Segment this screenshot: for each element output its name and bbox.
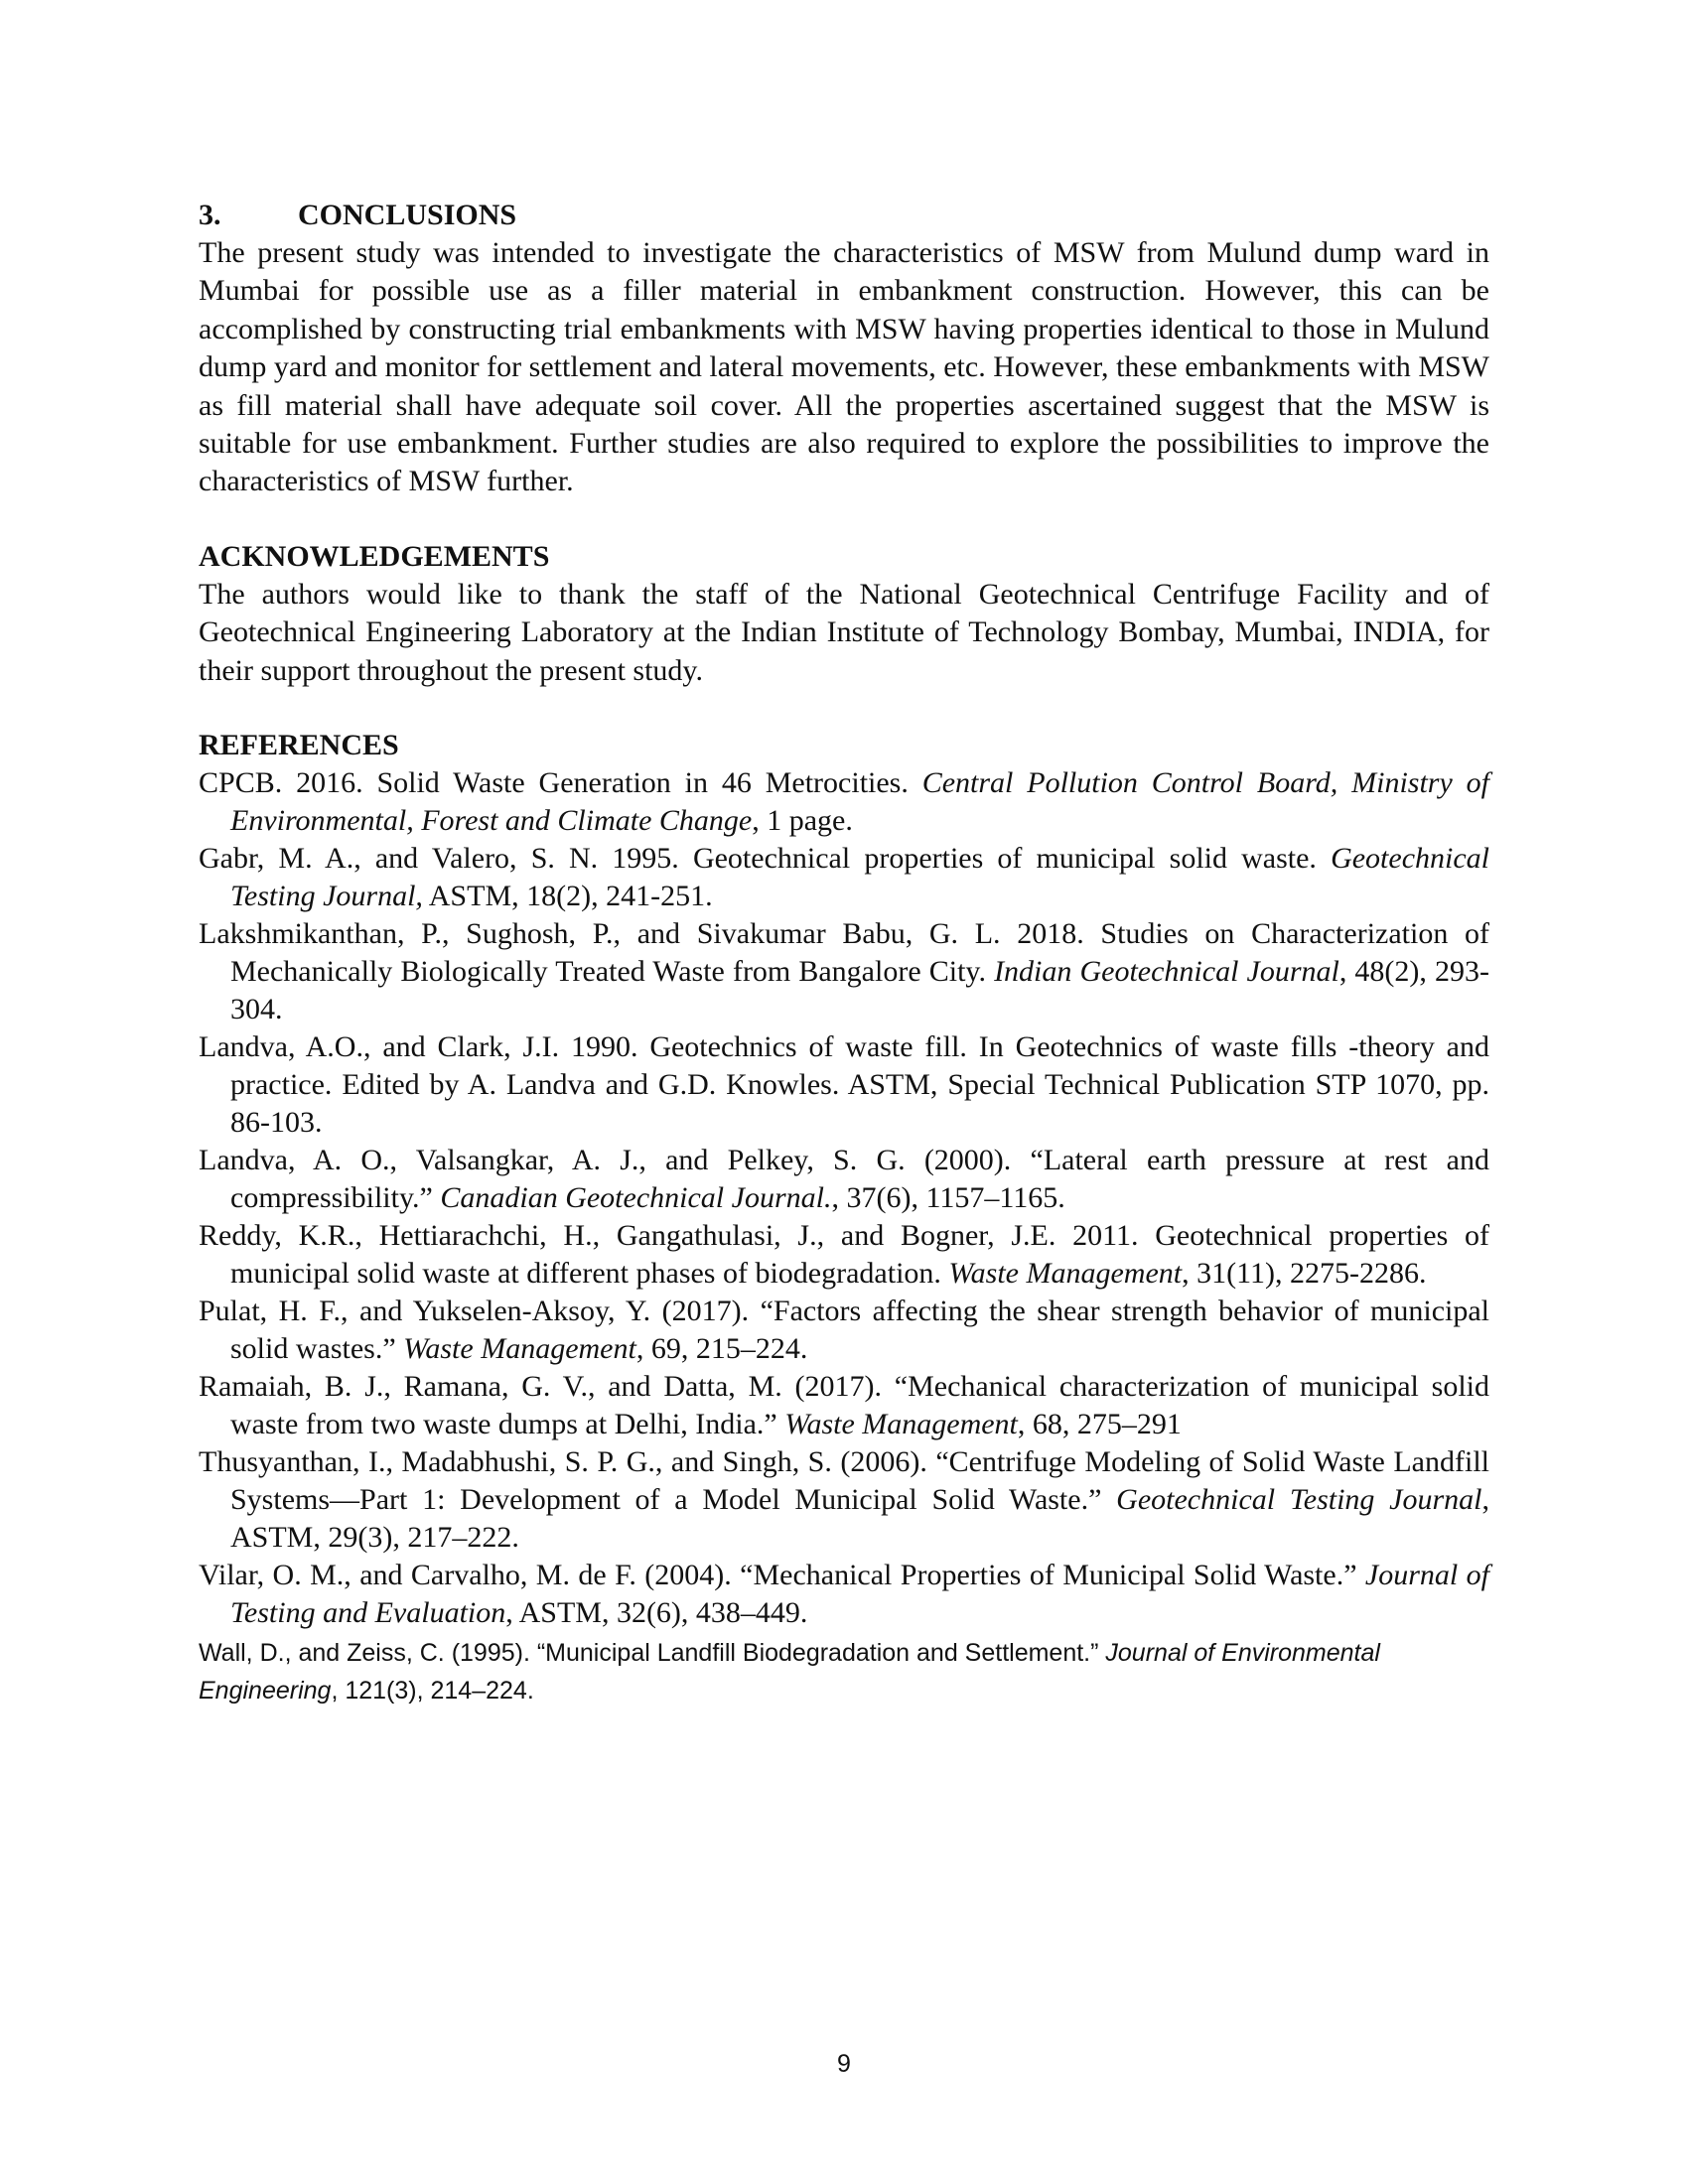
- conclusions-paragraph: The present study was intended to investigate the characteristics of MSW from Mulund dump ward in Mumbai for possible use as a filler material in embankment construction. However, this can be accomplished by constructing trial embankments with MSW having properties identical to those in Mulund dump yard and monitor for settlement and lateral movements, etc. However, these embankments with MSW as fill material shall have adequate soil cover. All the properties ascertained suggest that the MSW is suitable for use embankment. Further studies are also required to explore the possibilities to improve the characteristics of MSW further.: [199, 236, 1489, 498]
- reference-details: , ASTM, 32(6), 438–449.: [505, 1596, 808, 1630]
- page-number: 9: [837, 2050, 851, 2078]
- reference-text: Wall, D., and Zeiss, C. (1995). “Municipal Landfill Biodegradation and Settlement.”: [199, 1639, 1106, 1668]
- reference-text: Landva, A.O., and Clark, J.I. 1990. Geotechnics of waste fill. In Geotechnics of waste fills -theory and practice. Edited by A. Landva and G.D. Knowles. ASTM, Special Technical Publication STP 1070, pp. 86-103.: [199, 1030, 1489, 1140]
- reference-details: , 69, 215–224.: [635, 1332, 808, 1366]
- reference-details: , ASTM, 29(3), 217–222.: [230, 1483, 1489, 1555]
- reference-item: [199, 1028, 1489, 1142]
- reference-text: Ramaiah, B. J., Ramana, G. V., and Datta, M. (2017). “Mechanical characterization of municipal solid waste from two waste dumps at Delhi, India.”: [199, 1370, 1489, 1441]
- reference-text: Pulat, H. F., and Yukselen-Aksoy, Y. (2017). “Factors affecting the shear strength behavior of municipal solid wastes.”: [199, 1295, 1489, 1366]
- reference-item: [199, 764, 1489, 840]
- reference-item: [199, 1634, 1489, 1709]
- reference-source: Central Pollution Control Board, Ministry of Environmental, Forest and Climate Change: [230, 766, 1489, 838]
- reference-text: Gabr, M. A., and Valero, S. N. 1995. Geotechnical properties of municipal solid waste.: [199, 842, 1332, 876]
- reference-text: Reddy, K.R., Hettiarachchi, H., Gangathulasi, J., and Bogner, J.E. 2011. Geotechnical properties of municipal solid waste at different phases of biodegradation.: [199, 1219, 1489, 1291]
- conclusions-heading: [199, 197, 1489, 234]
- reference-text: Landva, A. O., Valsangkar, A. J., and Pelkey, S. G. (2000). “Lateral earth pressure at rest and compressibility.”: [199, 1144, 1489, 1215]
- reference-source: Journal of Environmental Engineering: [199, 1639, 1380, 1706]
- section-number: 3.: [199, 199, 221, 231]
- reference-item: [199, 1293, 1489, 1368]
- reference-item: [199, 1142, 1489, 1217]
- reference-text: Vilar, O. M., and Carvalho, M. de F. (2004). “Mechanical Properties of Municipal Solid Waste.”: [199, 1559, 1365, 1592]
- reference-details: , 68, 275–291: [1017, 1408, 1182, 1441]
- reference-details: , 48(2), 293-304.: [230, 955, 1489, 1026]
- reference-source: Waste Management: [948, 1257, 1183, 1291]
- reference-text: Thusyanthan, I., Madabhushi, S. P. G., and Singh, S. (2006). “Centrifuge Modeling of Solid Waste Landfill Systems—Part 1: Development of a Model Municipal Solid Waste.”: [199, 1445, 1489, 1517]
- conclusions-title: CONCLUSIONS: [298, 199, 517, 231]
- acknowledgements-heading: ACKNOWLEDGEMENTS: [199, 539, 550, 573]
- reference-source: Indian Geotechnical Journal: [994, 955, 1339, 989]
- section-spacer: [199, 690, 1489, 727]
- reference-item: [199, 1368, 1489, 1443]
- page-content: [199, 197, 1489, 1709]
- reference-details: , 1 page.: [752, 804, 853, 838]
- reference-details: , 31(11), 2275-2286.: [1182, 1257, 1427, 1291]
- reference-item: [199, 840, 1489, 915]
- reference-item: [199, 1217, 1489, 1293]
- reference-source: Geotechnical Testing Journal,: [230, 842, 1489, 913]
- section-spacer: [199, 501, 1489, 538]
- reference-text: Lakshmikanthan, P., Sughosh, P., and Sivakumar Babu, G. L. 2018. Studies on Characterization of Mechanically Biologically Treated Waste from Bangalore City.: [199, 917, 1489, 989]
- reference-source: Canadian Geotechnical Journal.: [440, 1181, 832, 1215]
- reference-details: ASTM, 18(2), 241-251.: [422, 880, 713, 913]
- reference-source: Waste Management: [403, 1332, 636, 1366]
- reference-details: , 121(3), 214–224.: [331, 1677, 534, 1706]
- reference-source: Journal of Testing and Evaluation: [230, 1559, 1489, 1630]
- reference-list: [199, 764, 1489, 1709]
- reference-source: Geotechnical Testing Journal: [1116, 1483, 1482, 1517]
- reference-text: CPCB. 2016. Solid Waste Generation in 46 Metrocities.: [199, 766, 922, 800]
- reference-item: [199, 1443, 1489, 1557]
- reference-item: [199, 1557, 1489, 1632]
- references-heading: REFERENCES: [199, 729, 399, 762]
- reference-item: [199, 915, 1489, 1028]
- reference-source: Waste Management: [784, 1408, 1018, 1441]
- reference-details: , 37(6), 1157–1165.: [831, 1181, 1065, 1215]
- acknowledgements-paragraph: The authors would like to thank the staff of the National Geotechnical Centrifuge Facility and of Geotechnical Engineering Laboratory at the Indian Institute of Technology Bombay, Mumbai, INDIA, for their support throughout the present study.: [199, 577, 1489, 687]
